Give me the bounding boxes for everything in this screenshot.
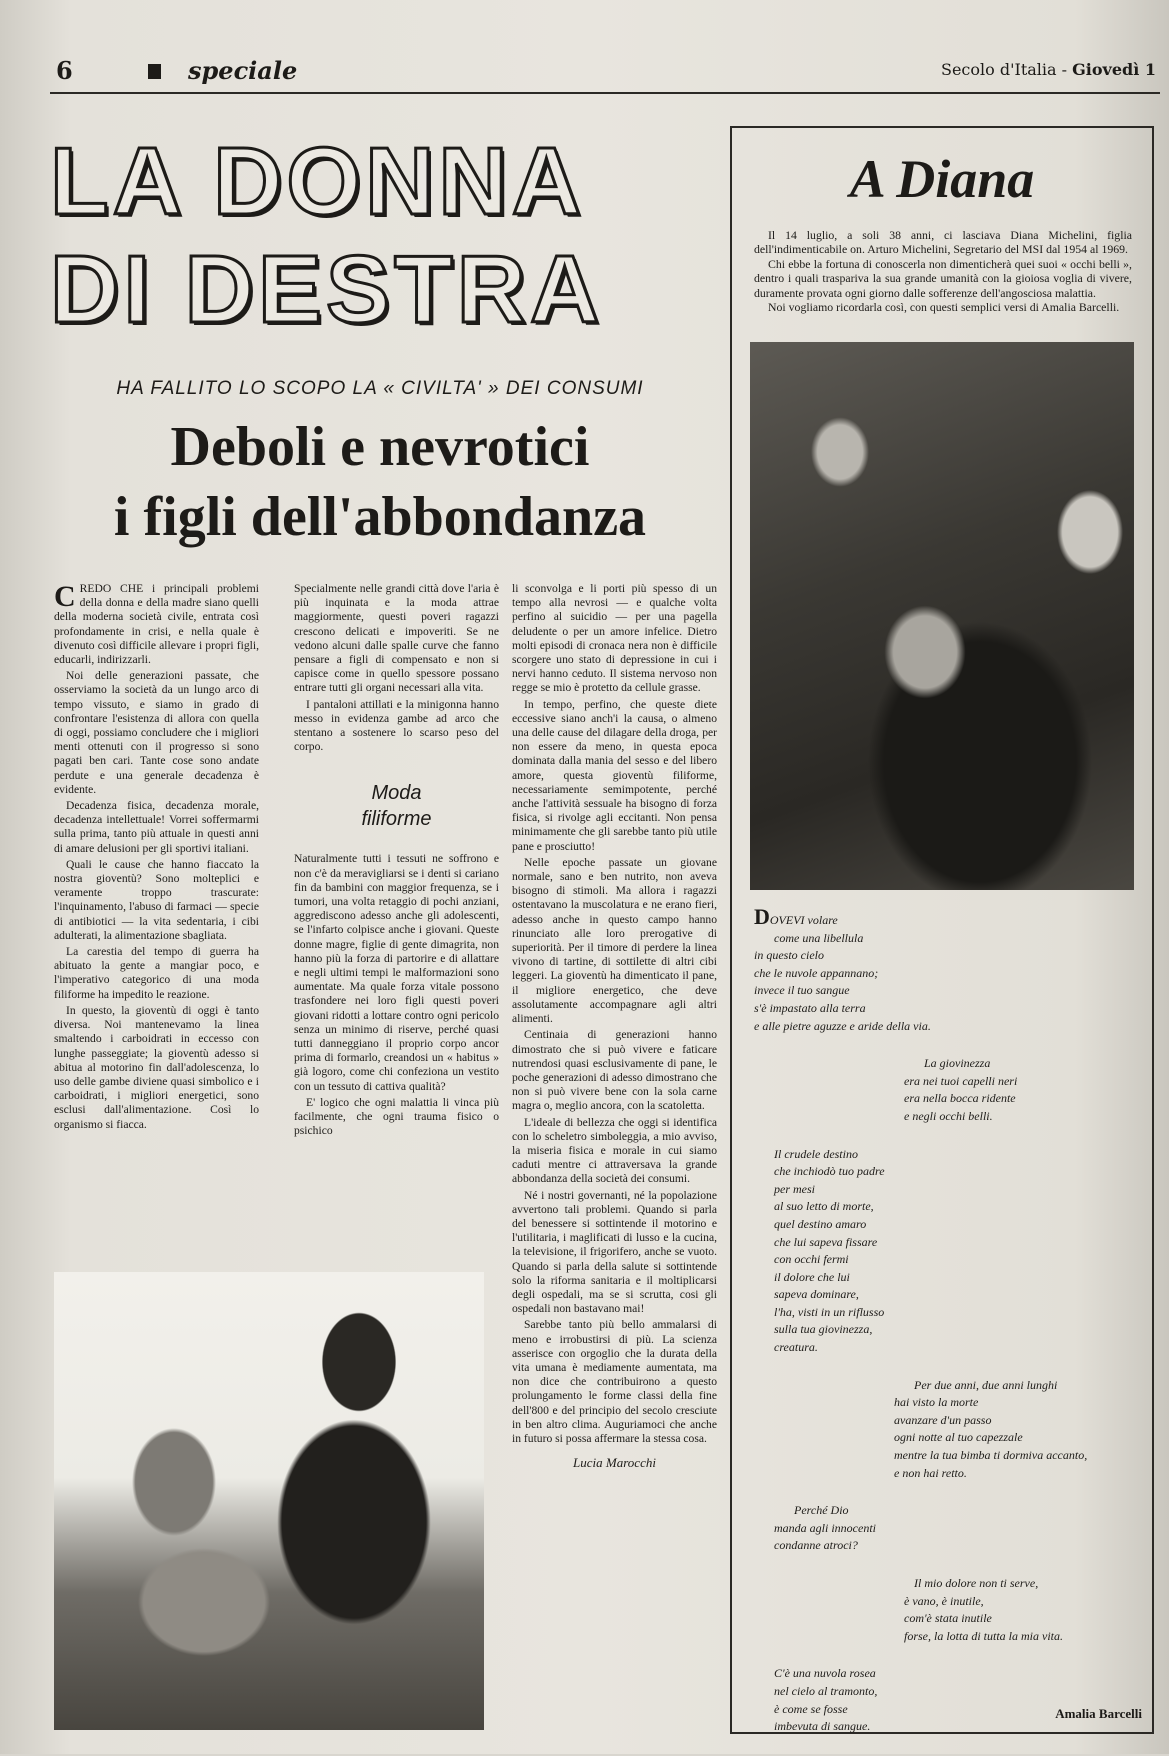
poem-line: ogni notte al tuo capezzale: [894, 1430, 1023, 1445]
poem-line: La giovinezza: [924, 1056, 991, 1071]
section-label: speciale: [188, 56, 298, 85]
poem-line: era nei tuoi capelli neri: [904, 1073, 1018, 1088]
paragraph: Noi vogliamo ricordarla così, con questi semplici versi di Amalia Barcelli.: [768, 300, 1120, 315]
paragraph: Sarebbe tanto più bello ammalarsi di meno e irrobustirsi di più. La scienza asserisce con orgoglio che la durata della vita umana è mediamente aumentata, ma non dice che contribuirono a questo prolungamento le forme classi della fine dell'800 e del principio del secolo cresciute in ben altro clima. Auguriamoci che anche in futuro si possa affermare la stessa cosa.: [512, 1318, 717, 1445]
paragraph: La carestia del tempo di guerra ha abituato la gente a mangiar poco, e l'imperativo categorico di una moda filiforme ha impedito le reazione.: [54, 945, 259, 1001]
paragraph: Noi delle generazioni passate, che osserviamo la società da un lungo arco di tempo vissuto, e siamo in grado di confrontare l'esistenza di allora con quella di oggi, possiamo concludere che i migliori menti ottenuti con il progresso si sono pagati ben cari. Tante cose sono andate perdute e una generale decadenza è evidente.: [54, 669, 259, 796]
poem-line: sapeva dominare,: [774, 1287, 859, 1302]
headline-line-1: Deboli e nevrotici: [170, 416, 590, 478]
article-title: [50, 128, 690, 344]
article-subhead: [294, 780, 499, 832]
poem-stanza: [754, 1665, 1144, 1735]
poem-drop-cap: D: [754, 904, 770, 929]
diana-photo: [750, 342, 1134, 890]
paragraph: Il 14 luglio, a soli 38 anni, ci lasciava Diana Michelini, figlia dell'indimenticabile on. Arturo Michelini, Segretario del MSI dal 1954 al 1969.: [754, 228, 1132, 257]
poem-line: nel cielo al tramonto,: [774, 1683, 878, 1698]
poem-line: quel destino amaro: [774, 1216, 867, 1231]
paragraph: In tempo, perfino, che queste diete eccessive siano anch'i la causa, o almeno una delle cause del dilagare della droga, per non essere da meno, in questa epoca dominata dalla mania del sesso e del libero amore, questa gioventù filiforme, necessariamente semimpotente, perché anche l'attività sessuale ha bisogno di forza fisica, si rivolge agli eccitanti. Non pensa minimamente che gli sarebbe tanto più utile pane e prosciutto!: [512, 697, 717, 853]
poem-line: con occhi fermi: [774, 1252, 849, 1267]
poem-line: creatura.: [774, 1340, 818, 1355]
poem-line: OVEVI volare: [769, 913, 838, 927]
poem-line: che lui sapeva fissare: [774, 1234, 878, 1249]
paragraph: Specialmente nelle grandi città dove l'aria è più inquinata e la moda attrae maggiormente, questi poveri ragazzi crescono delicati e impoveriti. Se ne vedono alcuni dalle spalle curve che fanno pensare a figli di compensato e non si capisce come in quello spessore possano entrare tutti gli organi necessari alla vita.: [294, 582, 499, 695]
poem-stanza: [754, 1377, 1144, 1483]
poem-line: e negli occhi belli.: [904, 1108, 993, 1123]
paragraph: Né i nostri governanti, né la popolazione avvertono tali problemi. Quando si parla del benessere si sottintende il motorino e l'utilitaria, i maglificati di lusso e la cucina, la televisione, il frigorifero, anche se vuoto. Quando si parla della salute si sottintende solo la riforma sanitaria e il moltiplicarsi degli ospedali, ma se si scrutta, cosi gli ospedali non bastavano mai!: [512, 1188, 717, 1316]
poem-line: per mesi: [774, 1181, 815, 1196]
publication-line: [941, 60, 1156, 79]
article-headline: [50, 412, 710, 552]
poem-stanza: [754, 1055, 1144, 1125]
poem-line: avanzare d'un passo: [894, 1412, 992, 1427]
article-kicker: HA FALLITO LO SCOPO LA « CIVILTA' » DEI CONSUMI: [116, 378, 644, 399]
page-number: 6: [56, 56, 73, 85]
page-header: [50, 52, 1160, 94]
article-author: Lucia Marocchi: [573, 1455, 656, 1471]
main-article: [50, 100, 717, 1740]
section-square-icon: [148, 64, 161, 79]
poem-line: Il mio dolore non ti serve,: [914, 1576, 1039, 1590]
poem-line: il dolore che lui: [774, 1269, 850, 1284]
paragraph: Centinaia di generazioni hanno dimostrato che si può vivere e faticare nutrendosi quasi esclusivamente di pane, le poche generazioni di adesso dimostrano che non si può vivere bene con la sola carne magra o, meglio ancora, con la scatoletta.: [512, 1028, 717, 1113]
poem-line: sulla tua giovinezza,: [774, 1322, 873, 1337]
headline-line-2: i figli dell'abbondanza: [113, 486, 647, 548]
article-column-3: [512, 582, 717, 1722]
poem-line: al suo letto di morte,: [774, 1199, 874, 1214]
poem-line: Perché Dio: [794, 1503, 849, 1518]
poem-stanza: [754, 904, 1144, 1035]
paragraph: Nelle epoche passate un giovane normale, sano e ben nutrito, non aveva bisogno di stimoli. Ma allora i ragazzi ostentavano la muscolatura e ne erano fieri, adesso anche in questo campo hanno rinunciato alle loro prerogative di superiorità. Per il timore di perdere la linea vivono di tartine, di sottilette di altri cibi leggeri. La gioventù ha dimenticato il pane, il migliore energetico, che deve assolutamente accompagnare agli altri alimenti.: [512, 855, 717, 1026]
subhead-line-2: filiforme: [361, 808, 432, 831]
poem-stanza: [754, 1502, 1144, 1555]
paragraph: Decadenza fisica, decadenza morale, decadenza intellettuale! Vorrei soffermarmi sulla prima, tanto più attuale in questi anni di amare delusioni per gli sportivi italiani.: [54, 799, 259, 855]
diana-intro: [754, 228, 1132, 314]
article-column-1: [54, 582, 259, 1350]
article-photo: [54, 1272, 484, 1730]
poem-line: com'è stata inutile: [904, 1611, 992, 1626]
paragraph: Naturalmente tutti i tessuti ne soffrono e non c'è da meravigliarsi se i denti si cariano fin da bambini con maggior frequenza, se i tumori, una volta retaggio di pochi anziani, aggrediscono adesso anche gli adolescenti, se l'infarto colpisce anche i giovani. Queste donne magre, figlie di gente dimagrita, non hanno più la forza di partorire e di allattare e negli ultimi tempi le malformazioni sono aumentate. Ma quale forza vitale possono trasfondere nei loro figli questi poveri giovani ridotti a lottare contro ogni pericolo senza un minimo di riserve, perché quasi tutti danneggiano il proprio corpo ancor prima di formarlo, creandosi un « habitus » già logoro, come chi confeziona un vestito con un tessuto di cattiva qualità?: [294, 852, 499, 1093]
drop-cap: C: [54, 582, 76, 613]
subhead-line-1: Moda: [371, 782, 422, 805]
publication-name: Secolo d'Italia -: [941, 60, 1073, 79]
poem-line: che inchiodò tuo padre: [774, 1164, 885, 1179]
paragraph: Chi ebbe la fortuna di conoscerla non dimenticherà quei suoi « occhi belli », dentro i quali traspariva la sua grande umanità con la gioiosa voglia di vivere, duramente provata ogni giorno dalle sofferenze dell'angosciosa malattia.: [754, 256, 1132, 300]
poem-line: l'ha, visti in un riflusso: [774, 1304, 885, 1319]
paragraph: CREDO CHE i principali problemi della donna e della madre siano quelli della moderna società civile, entrata così profondamente in crisi, e nella quale è divenuto così difficile allevare i propri figli, educarli, indirizzarli.: [54, 582, 259, 667]
poem-line: in questo cielo: [754, 948, 824, 963]
paragraph: I pantaloni attillati e la minigonna hanno messo in evidenza gambe ad arco che stentano a sostenere lo scarso peso del corpo.: [294, 697, 499, 754]
poem-line: imbevuta di sangue.: [774, 1719, 871, 1734]
poem-line: Il crudele destino: [774, 1146, 858, 1161]
poem-line: condanne atroci?: [774, 1538, 858, 1553]
paragraph: Quali le cause che hanno fiaccato la nostra gioventù? Sono molteplici e veramente troppo trascurate: l'inquinamento, l'abuso di farmaci — specie di antibiotici — la vita sedentaria, i cibi adulterati, la alimentazione sbagliata.: [54, 857, 259, 942]
poem-line: manda agli innocenti: [774, 1520, 876, 1535]
poem-line: come una libellula: [774, 930, 864, 945]
poem-line: era nella bocca ridente: [904, 1091, 1016, 1106]
poem-line: s'è impastato alla terra: [754, 1000, 866, 1015]
poem-line: e alle pietre aguzze e aride della via.: [754, 1018, 931, 1033]
paragraph: L'ideale di bellezza che oggi si identifica con lo scheletro simboleggia, a mio avviso, la miseria fisica e morale in cui siamo caduti mentre ci attraversava la grande abbondanza della società dei consumi.: [512, 1115, 717, 1186]
diana-title: A Diana: [849, 149, 1035, 209]
poem-line: è come se fosse: [774, 1701, 848, 1716]
title-line-2: DI DESTRA: [50, 236, 604, 343]
poem-stanza: [754, 1146, 1144, 1357]
poem: [754, 904, 1144, 1756]
poem-line: che le nuvole appannano;: [754, 965, 879, 980]
title-line-1: LA DONNA: [50, 128, 586, 235]
poem-line: e non hai retto.: [894, 1465, 967, 1480]
poem-line: invece il tuo sangue: [754, 983, 850, 998]
poem-stanza: [754, 1575, 1144, 1645]
poem-line: hai visto la morte: [894, 1395, 979, 1410]
poem-line: mentre la tua bimba ti dormiva accanto,: [894, 1448, 1088, 1463]
paragraph: In questo, la gioventù di oggi è tanto diversa. Noi mantenevamo la linea smaltendo i carboidrati in eccesso con lunghe passeggiate; la gioventù adesso si abitua al motorino fin dall'adolescenza, lo uso delle gambe diviene quasi simbolico e i carboidrati, i migliori energetici, sono esclusi dall'alimentazione. Così lo organismo si fiacca.: [54, 1003, 259, 1131]
poem-line: è vano, è inutile,: [904, 1593, 984, 1608]
paragraph: E' logico che ogni malattia li vinca più facilmente, che ogni trauma fisico o psichico: [294, 1095, 499, 1138]
paragraph: li sconvolga e li porti più spesso di un tempo alla nevrosi — e qualche volta perfino al suicidio — per una pagella deludente o per un amore infelice. Dietro molti episodi di cronaca nera non è difficile scorgere uno stato di depressione in cui i nervi hanno ceduto. Il sistema nervoso non regge se mio è protetto da cellule grasse.: [512, 582, 717, 695]
publication-day: Giovedì 1: [1072, 60, 1156, 79]
poem-line: C'è una nuvola rosea: [774, 1666, 876, 1681]
article-column-2: [294, 582, 499, 1350]
diana-box: [730, 126, 1154, 1734]
poem-line: forse, la lotta di tutta la mia vita.: [904, 1628, 1063, 1643]
poem-signature: Amalia Barcelli: [1055, 1706, 1142, 1721]
poem-line: Per due anni, due anni lunghi: [914, 1377, 1058, 1392]
